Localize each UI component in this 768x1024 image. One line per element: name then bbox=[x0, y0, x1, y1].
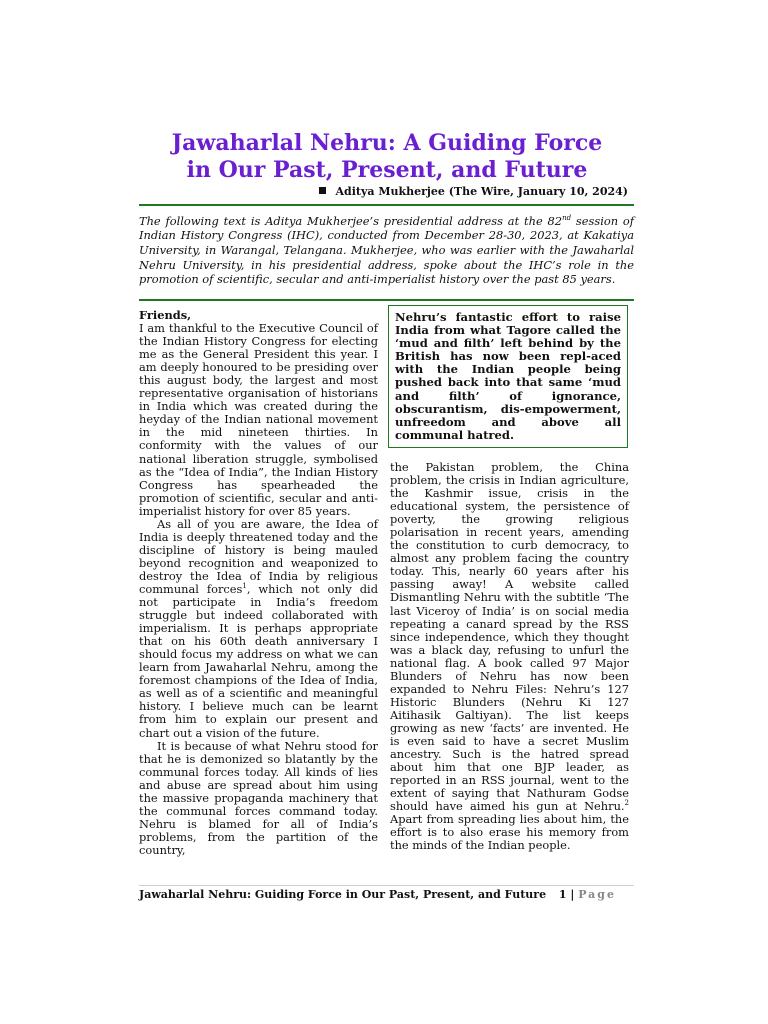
paragraph-2-text-a: As all of you are aware, the Idea of India is deeply threatened today and the discipline of history is being mauled beyond recognition and weaponized to destroy the Idea of India by religious communal forces bbox=[139, 516, 378, 596]
intro-divider bbox=[139, 299, 634, 301]
left-column bbox=[139, 309, 378, 857]
page-number: 1 bbox=[558, 888, 567, 901]
greeting: Friends, bbox=[139, 308, 192, 322]
intro-paragraph bbox=[139, 211, 634, 287]
paragraph-2 bbox=[139, 518, 378, 740]
paragraph-3: It is because of what Nehru stood for that he is demonized so blatantly by the communal forces today. All kinds of lies and abuse are spread about him using the massive propaganda machinery that the communal forces command today. Nehru is blamed for all of India’s problems, from the partition of the country, bbox=[139, 738, 378, 857]
square-bullet-icon bbox=[319, 187, 326, 194]
paragraph-4-text-a: the Pakistan problem, the China problem, the crisis in Indian agriculture, the Kashmir issue, crisis in the educational system, the persistence of poverty, the growing religious polarisation in recent years, amending the constitution to curb democracy, to almost any problem facing the country today. This, nearly 60 years after his passing away! A website called Dismantling Nehru with the subtitle ‘The last Viceroy of India’ is on social media repeating a canard spread by the RSS since independence, which they thought was a black day, refusing to unfurl the national flag. A book called 97 Major Blunders of Nehru has now been expanded to Nehru Files: Nehru’s 127 Historic Blunders (Nehru Ki 127 Aitihasik Galtiyan). The list keeps growing as new ‘facts’ are invented. He is even said to have a secret Muslim ancestry. Such is the hatred spread about him that one BJP leader, as reported in an RSS journal, went to the extent of saying that Nathuram Godse should have aimed his gun at Nehru. bbox=[390, 460, 629, 814]
byline bbox=[319, 185, 629, 198]
paragraph-4 bbox=[390, 461, 629, 852]
intro-text-a: The following text is Aditya Mukherjee’s presidential address at the 82 bbox=[139, 213, 563, 228]
footnote-ref-1: 1 bbox=[242, 582, 247, 591]
paragraph-2-text-b: , which not only did not participate in India’s freedom struggle but indeed collaborated with imperialism. It is perhaps appropriate that on his 60th death anniversary I should focus my address on what we can learn from Jawaharlal Nehru, among the foremost champions of the Idea of India, as well as of a scientific and meaningful history. I believe much can be learnt from him to explain our present and chart out a vision of the future. bbox=[139, 581, 378, 740]
right-column bbox=[390, 461, 629, 852]
intro-superscript: nd bbox=[562, 214, 572, 222]
paragraph-4-text-b: Apart from spreading lies about him, the effort is to also erase his memory from the minds of the Indian people. bbox=[390, 812, 629, 853]
page-word: Page bbox=[578, 888, 616, 901]
footnote-ref-2: 2 bbox=[624, 799, 629, 808]
page-indicator bbox=[559, 888, 616, 901]
footer-title: Jawaharlal Nehru: Guiding Force in Our Past, Present, and Future bbox=[139, 888, 547, 901]
intro-text-b: session of Indian History Congress (IHC), conducted from December 28-30, 2023, at Kakatiya University, in Warangal, Telangana. Mukherjee, who was earlier with the Jawaharlal Nehru University, in his presidential address, spoke about the IHC’s role in the promotion of scientific, secular and anti-imperialist history over the past 85 years. bbox=[139, 213, 634, 287]
title-line-1: Jawaharlal Nehru: A Guiding Force bbox=[171, 130, 603, 156]
top-divider bbox=[139, 204, 634, 206]
page-footer bbox=[139, 888, 634, 901]
pull-quote: Nehru’s fantastic effort to raise India from what Tagore called the ‘mud and filth’ left behind by the British has now been repl-aced with the Indian people being pushed back into that same ‘mud and filth’ of ignorance, obscurantism, dis-empowerment, unfreedom and above all communal hatred. bbox=[388, 305, 628, 448]
byline-text: Aditya Mukherjee (The Wire, January 10, 2024) bbox=[335, 185, 628, 198]
footer-divider bbox=[139, 885, 634, 886]
paragraph-1: I am thankful to the Executive Council of the Indian History Congress for electing me as the General President this year. I am deeply honoured to be presiding over this august body, the largest and most representative organisation of historians in India which was created during the heyday of the Indian national movement in the mid nineteen thirties. In conformity with the values of our national liberation struggle, symbolised as the “Idea of India”, the Indian History Congress has spearheaded the promotion of scientific, secular and anti-imperialist history for over 85 years. bbox=[139, 321, 378, 518]
page-separator: | bbox=[566, 888, 579, 901]
article-title bbox=[140, 130, 634, 184]
title-line-2: in Our Past, Present, and Future bbox=[186, 157, 588, 183]
